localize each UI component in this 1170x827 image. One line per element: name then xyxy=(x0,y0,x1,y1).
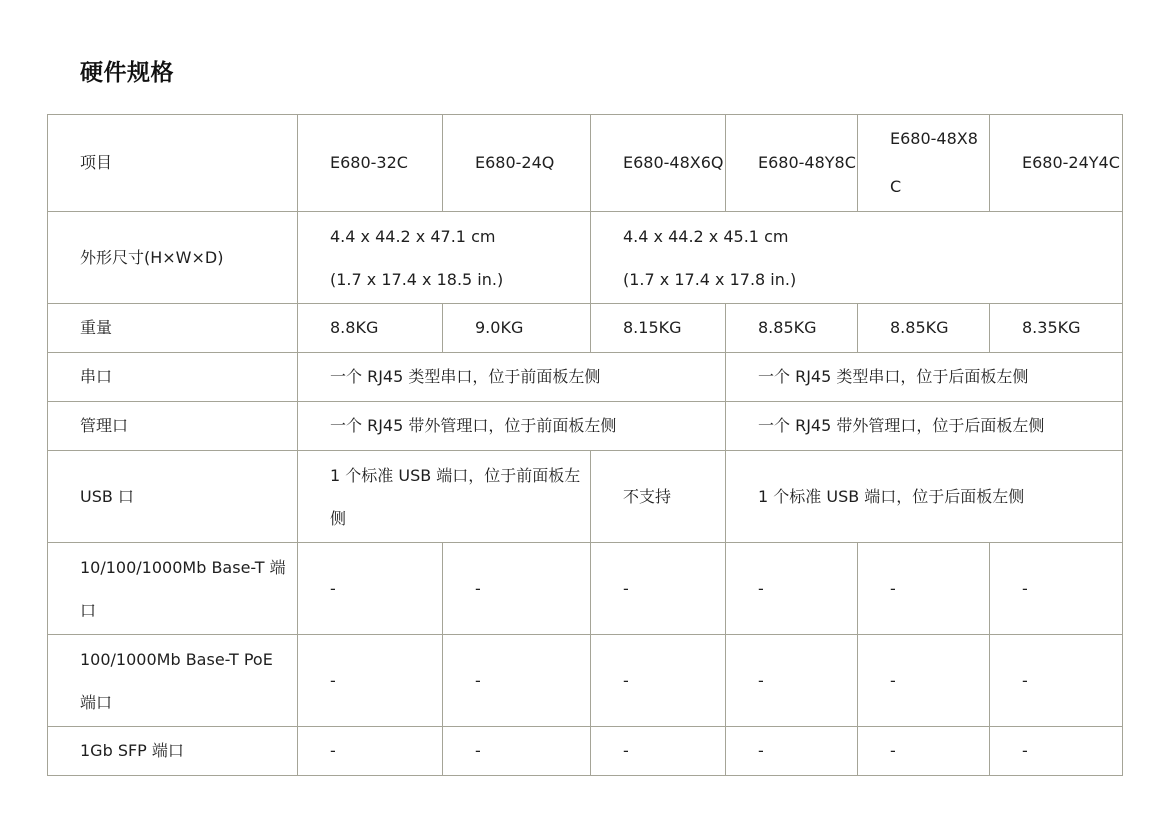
model-header: E680-24Q xyxy=(443,115,591,212)
dimensions-imperial: (1.7 x 17.4 x 18.5 in.) xyxy=(330,269,504,289)
header-row xyxy=(48,115,1123,212)
sfp-value: - xyxy=(858,727,990,776)
dimensions-label: 外形尺寸(H×W×D) xyxy=(48,212,298,304)
poe-row xyxy=(48,635,1123,727)
sfp-label: 1Gb SFP 端口 xyxy=(48,727,298,776)
dimensions-imperial: (1.7 x 17.4 x 17.8 in.) xyxy=(623,269,797,289)
sfp-row xyxy=(48,727,1123,776)
management-front: 一个 RJ45 带外管理口，位于前面板左侧 xyxy=(298,402,726,451)
model-header: E680-48X8C xyxy=(858,115,990,212)
sfp-value: - xyxy=(990,727,1123,776)
poe-value: - xyxy=(858,635,990,727)
dimensions-metric: 4.4 x 44.2 x 45.1 cm xyxy=(623,226,789,246)
usb-unsupported: 不支持 xyxy=(591,451,726,543)
usb-front: 1 个标准 USB 端口，位于前面板左侧 xyxy=(298,451,591,543)
usb-row xyxy=(48,451,1123,543)
serial-front: 一个 RJ45 类型串口，位于前面板左侧 xyxy=(298,353,726,402)
base-t-row xyxy=(48,543,1123,635)
management-label: 管理口 xyxy=(48,402,298,451)
weight-value: 8.35KG xyxy=(990,304,1123,353)
serial-row xyxy=(48,353,1123,402)
serial-label: 串口 xyxy=(48,353,298,402)
base-t-value: - xyxy=(990,543,1123,635)
poe-value: - xyxy=(990,635,1123,727)
base-t-value: - xyxy=(726,543,858,635)
sfp-value: - xyxy=(591,727,726,776)
base-t-value: - xyxy=(591,543,726,635)
weight-row xyxy=(48,304,1123,353)
usb-rear: 1 个标准 USB 端口，位于后面板左侧 xyxy=(726,451,1123,543)
sfp-value: - xyxy=(726,727,858,776)
base-t-label: 10/100/1000Mb Base-T 端口 xyxy=(48,543,298,635)
base-t-value: - xyxy=(298,543,443,635)
weight-value: 8.15KG xyxy=(591,304,726,353)
model-header: E680-48X6Q xyxy=(591,115,726,212)
usb-label: USB 口 xyxy=(48,451,298,543)
weight-value: 8.8KG xyxy=(298,304,443,353)
hardware-spec-table xyxy=(47,114,1123,776)
management-rear: 一个 RJ45 带外管理口，位于后面板左侧 xyxy=(726,402,1123,451)
poe-value: - xyxy=(443,635,591,727)
poe-value: - xyxy=(726,635,858,727)
model-header: E680-48Y8C xyxy=(726,115,858,212)
page-title: 硬件规格 xyxy=(80,60,174,86)
management-row xyxy=(48,402,1123,451)
weight-value: 9.0KG xyxy=(443,304,591,353)
model-header: E680-24Y4C xyxy=(990,115,1123,212)
weight-value: 8.85KG xyxy=(726,304,858,353)
poe-value: - xyxy=(591,635,726,727)
serial-rear: 一个 RJ45 类型串口，位于后面板左侧 xyxy=(726,353,1123,402)
base-t-value: - xyxy=(443,543,591,635)
header-label: 项目 xyxy=(48,115,298,212)
model-header: E680-32C xyxy=(298,115,443,212)
poe-label: 100/1000Mb Base-T PoE 端口 xyxy=(48,635,298,727)
sfp-value: - xyxy=(443,727,591,776)
base-t-value: - xyxy=(858,543,990,635)
poe-value: - xyxy=(298,635,443,727)
sfp-value: - xyxy=(298,727,443,776)
weight-value: 8.85KG xyxy=(858,304,990,353)
dimensions-value-group-a xyxy=(298,212,591,304)
dimensions-value-group-b xyxy=(591,212,1123,304)
dimensions-row xyxy=(48,212,1123,304)
weight-label: 重量 xyxy=(48,304,298,353)
dimensions-metric: 4.4 x 44.2 x 47.1 cm xyxy=(330,226,496,246)
